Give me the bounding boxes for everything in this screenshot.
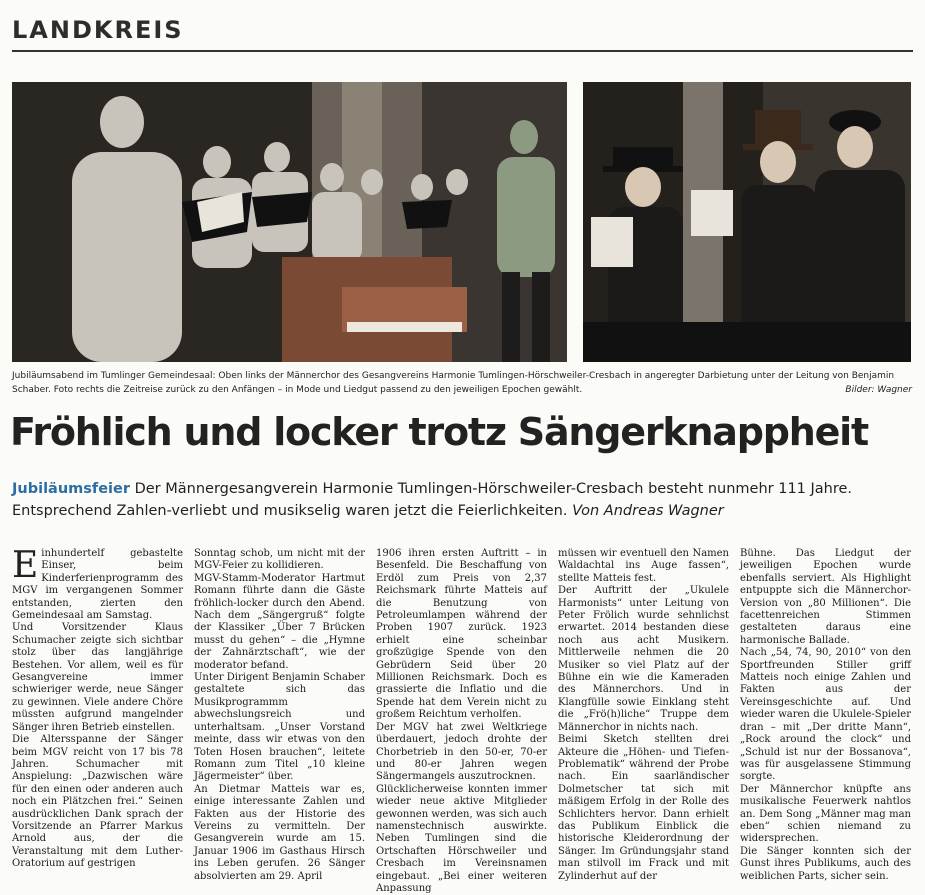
article-body [12,545,912,894]
article-paragraph: Sonntag schob, um nicht mit der MGV-Feier zu kollidieren. [194,548,365,572]
article-column-1 [12,545,183,873]
article-paragraph: MGV-Stamm-Moderator Hartmut Romann führte dann die Gäste fröhlich-locker durch den Abend. Nach dem „Sängergruß“ folgte der Klassiker „Über 7 Brücken musst du gehen“ – die „Hymne der Zahnärztschaft“, wie der moderator befand. [194,572,365,671]
deck [12,478,912,522]
article-column-4 [558,548,729,882]
paragraph-text: inhundertelf gebastelte Einser, beim Kinderferienprogramm des MGV im vergangenen Sommer entstanden, zierten den Gemeindesaal am Samstag. [12,548,183,622]
section-rule [12,50,913,52]
article-paragraph: Glücklicherweise konnten immer wieder neue aktive Mitglieder gewonnen werden, was sich auch namenstechnisch auswirkte. Neben Tumlingen sind die Ortschaften Hörschweiler und Cresbach im Vereinsnamen eingebaut. „Bei einer weiteren Anpassung [376,783,547,894]
caption-text: Jubiläumsabend im Tumlinger Gemeindesaal: Oben links der Männerchor des Gesangvereins Harmonie Tumlingen-Hörschweiler-Cresbach in angeregter Darbietung unter der Leitung von Benjamin Schaber. Foto rechts die Zeitreise zurück zu den Anfängen – in Mode und Liedgut passend zu den jeweiligen Epochen gewählt. [12,371,895,395]
article-paragraph: An Dietmar Matteis war es, einige interessante Zahlen und Fakten aus der Historie des Vereins zu vermitteln. Der Gesangverein wurde am 15. Januar 1906 im Gasthaus Hirsch ins Leben gerufen. 26 Sänger absolvierten am 29. April [194,783,365,882]
article-paragraph: Unter Dirigent Benjamin Schaber gestaltete sich das Musikprogrammm abwechslungsreich und unterhaltsam. „Unser Vorstand meinte, dass wir etwas von den Toten Hosen brauchen“, leitete Romann zum Titel „10 kleine Jägermeister“ über. [194,672,365,783]
photo-choir [12,82,567,362]
deck-text: Der Männergesangverein Harmonie Tumlingen-Hörschweiler-Cresbach besteht nunmehr 111 Jahre. Entsprechend Zahlen-verliebt und musikselig waren jetzt die Feierlichkeiten. [12,481,853,519]
article-paragraph: Der Männerchor knüpfte ans musikalische Feuerwerk nahtlos an. Dem Song „Männer mag man eben“ schien niemand zu widersprechen. [740,783,911,845]
photo-credit: Bilder: Wagner [845,385,912,395]
article-paragraph [12,545,183,622]
photo-top-hats [583,82,911,362]
deck-author: Von Andreas Wagner [572,503,724,519]
article-paragraph: 1906 ihren ersten Auftritt – in Besenfeld. Die Beschaffung von Erdöl zum Preis von 2,37 Reichsmark führte Matteis auf die Benutzung von Petroleumlampen während der Proben 1907 zurück. 1923 erhielt eine scheinbar großzügige Spende von den Gebrüdern Seid über 20 Millionen Reichsmark. Doch es grassierte die Inflatio und die Spende hat dem Verein nicht zu großem Reichtum verholfen. [376,548,547,721]
section-title: LANDKREIS [12,16,184,44]
photo-caption [12,369,912,397]
article-paragraph: Bühne. Das Liedgut der jeweiligen Epochen wurde ebenfalls serviert. Als Highlight entpuppte sich die Männerchor-Version von „80 Millionen“. Die facettenreichen Stimmen gestalteten daraus eine harmonische Ballade. [740,548,911,646]
article-column-2 [194,548,365,882]
article-paragraph: müssen wir eventuell den Namen Waldachtal ins Auge fassen“, stellte Matteis fest. [558,548,729,584]
headline: Fröhlich und locker trotz Sängerknappheit [10,410,868,454]
drop-cap: E [12,545,39,586]
article-paragraph: Die Altersspanne der Sänger beim MGV reicht von 17 bis 78 Jahren. Schumacher mit Anspielung: „Dazwischen wäre für den einen oder anderen auch noch ein Plätzchen frei.“ Seinen ausdrücklichen Dank sprach der Vorsitzende an Pfarrer Markus Arnold aus, der die Veranstaltung mit dem Luther-Oratorium auf gestrigen [12,734,183,870]
deck-kicker: Jubiläumsfeier [12,481,130,497]
article-paragraph: Beimi Sketch stellten drei Akteure die „Höhen- und Tiefen-Problematik“ während der Probe nach. Ein saarländischer Dolmetscher tat sich mit mäßigem Erfolg in der Rolle des Schlichters hervor. Dann erhielt das Publikum Einblick die historische Kleiderordnung der Sänger. Im Gründungsjahr stand man stilvoll im Frack und mit Zylinderhut auf der [558,734,729,882]
article-paragraph: Der MGV hat zwei Weltkriege überdauert, jedoch drohte der Chorbetrieb in den 50-er, 70-er und 80-er Jahren wegen Sängermangels auszutrocknen. [376,721,547,783]
article-column-5 [740,548,911,882]
article-column-3 [376,548,547,894]
article-paragraph: Die Sänger konnten sich der Gunst ihres Publikums, auch des weiblichen Parts, sicher sein. [740,845,911,882]
article-paragraph: Der Auftritt der „Ukulele Harmonists“ unter Leitung von Peter Frölich wurde sehnlichst erwartet. 2014 bestanden diese noch aus acht Musikern. Mittlerweile nehmen die 20 Musiker so viel Platz auf der Bühne ein wie die Kameraden des Männerchors. Und in Klangfülle sowie Einklang steht die „Frö(h)liche“ Truppe dem Männerchor in nichts nach. [558,585,729,733]
article-paragraph: Nach „54, 74, 90, 2010“ von den Sportfreunden Stiller griff Matteis noch einige Zahlen und Fakten aus der Vereinsgeschichte auf. Und wieder waren die Ukulele-Spieler dran – mit „Der dritte Mann“, „Rock around the clock“ und „Schuld ist nur der Bossanova“, was für ausgelassene Stimmung sorgte. [740,647,911,783]
article-paragraph: Und Vorsitzender Klaus Schumacher zeigte sich sichtbar stolz über das langjährige Bestehen. Vor allem, weil es für Gesangvereine immer schwieriger werde, neue Sänger zu gewinnen. Viele andere Chöre müssten aufgrund mangelnder Sänger ihren Betrieb einstellen. [12,622,183,733]
